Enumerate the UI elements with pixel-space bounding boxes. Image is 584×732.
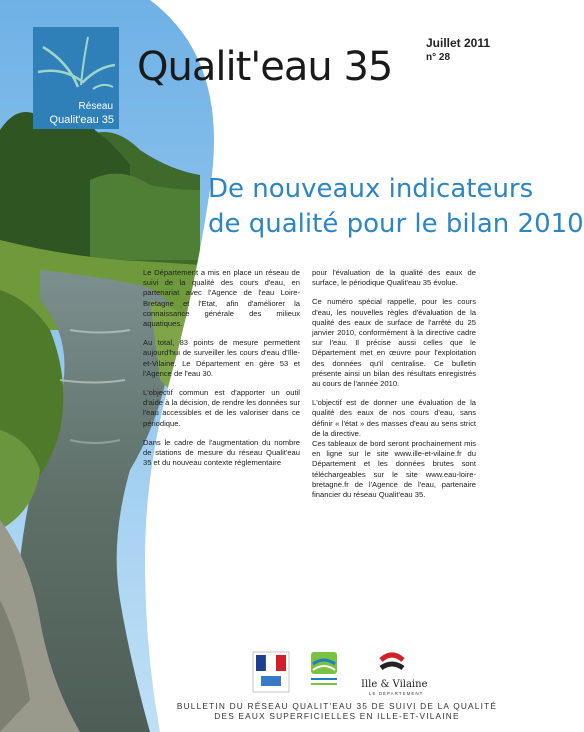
logo-line2: Qualit'eau 35 (49, 114, 114, 126)
article-column-1 (143, 268, 300, 477)
reseau-logo (33, 27, 119, 129)
ille-et-vilaine-sub: LE DÉPARTEMENT (369, 691, 424, 696)
headline-line2: de qualité pour le bilan 2010 (208, 209, 584, 239)
paragraph: Le Département a mis en place un réseau de suivi de la qualité des cours d'eau, en partenariat avec l'Agence de l'eau Loire-Bretagne et l'Etat, afin d'améliorer la connaissance générale des milieux aquatiques. (143, 268, 300, 329)
paragraph: L'objectif commun est d'apporter un outil d'aide à la décision, de rendre les données sur l'eau accessibles et de les valoriser dans ce périodique. (143, 388, 300, 428)
paragraph: Ces tableaux de bord seront prochainement mis en ligne sur le site www.ille-et-vilaine.fr du Département et les données brutes sont téléchargeables sur le site www.eau-loire-bretagne.fr de l'Agence de l'eau, partenaire financier du réseau Qualit'eau 35. (312, 439, 476, 500)
paragraph: Au total, 83 points de mesure permettent aujourd'hui de surveiller les cours d'eau d'Ille-et-Vilaine. Le Département en gère 53 et l'Agence de l'eau 30. (143, 338, 300, 378)
agence-de-l-eau-logo-icon (307, 650, 341, 692)
masthead-title: Qualit'eau 35 (137, 44, 393, 90)
paragraph: pour l'évaluation de la qualité des eaux de surface, le périodique Qualit'eau 35 évolue. (312, 268, 476, 288)
ille-et-vilaine-logo-icon (377, 652, 407, 678)
footer-line2: DES EAUX SUPERFICIELLES EN ILLE-ET-VILAINE (214, 711, 460, 721)
paragraph: Ce numéro spécial rappelle, pour les cours d'eau, les nouvelles règles d'évaluation de la qualité des eaux de surface de l'arrêté du 25 janvier 2010, conformément à la directive cadre sur l'eau. Il précise aussi celles que le Département met en œuvre pour l'exploitation des données qu'il centralise. Ce bulletin présente ainsi un bilan des résultats enregistrés au cours de l'année 2010. (312, 297, 476, 389)
headline-line1: De nouveaux indicateurs (208, 174, 534, 204)
ille-et-vilaine-name: Ille & Vilaine (361, 679, 428, 690)
article-column-2 (312, 268, 476, 509)
partner-logos (245, 650, 495, 700)
logo-line1: Réseau (78, 101, 113, 112)
headline (208, 172, 584, 242)
issue-number: n° 28 (426, 52, 451, 63)
paragraph: Dans le cadre de l'augmentation du nombre de stations de mesure du réseau Qualit'eau 35 et du nouveau contexte réglementaire (143, 437, 300, 468)
footer-line1: BULLETIN DU RÉSEAU QUALIT'EAU 35 DE SUIVI DE LA QUALITÉ (176, 701, 498, 711)
footer-caption (172, 701, 502, 721)
paragraph: L'objectif est de donner une évaluation de la qualité des eaux de nos cours d'eau, sans définir « l'état » des masses d'eau au sens strict de la directive. (312, 398, 476, 438)
prefecture-logo-icon (253, 652, 289, 692)
issue-date: Juillet 2011 (426, 36, 491, 50)
